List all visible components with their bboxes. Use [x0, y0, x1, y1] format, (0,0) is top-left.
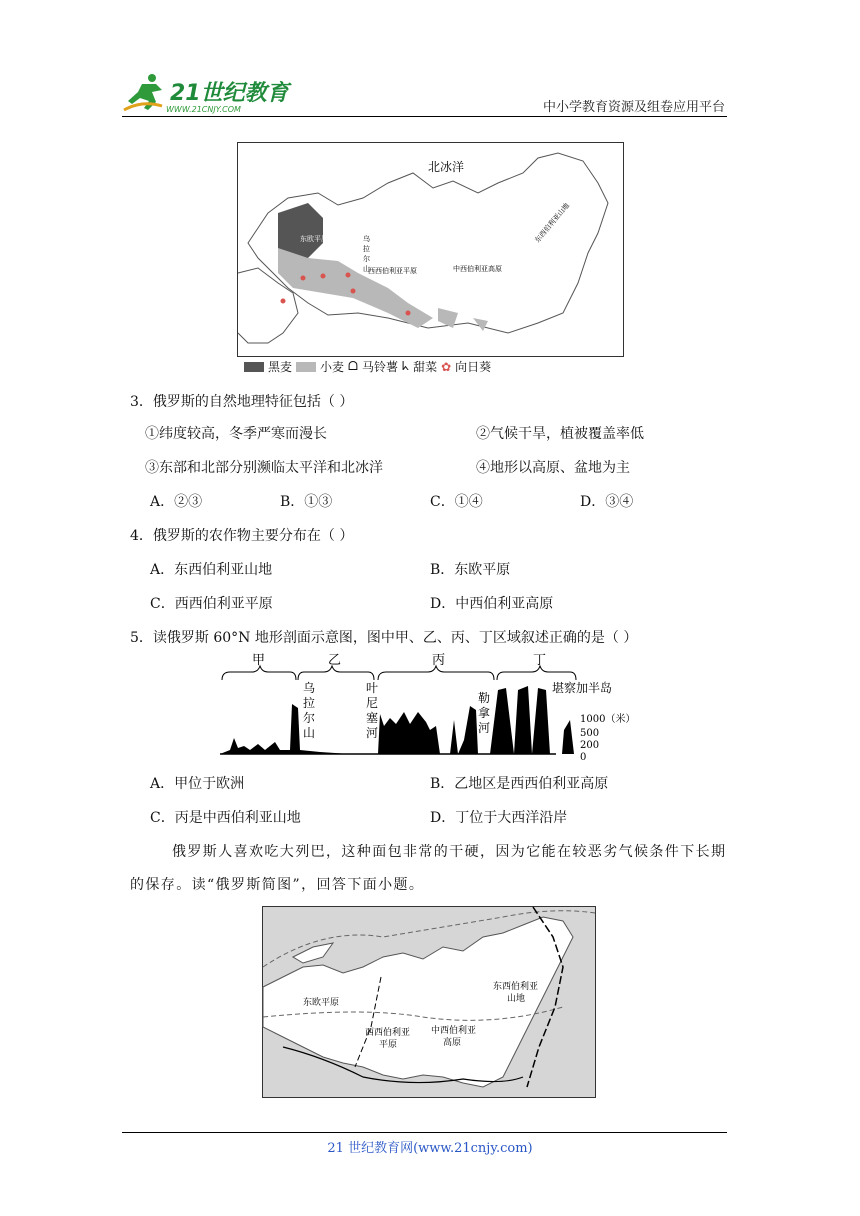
region-braces — [222, 666, 576, 680]
region-ding: 丁 — [533, 653, 547, 668]
q3-item-1: ①纬度较高，冬季严寒而漫长 — [145, 426, 327, 442]
svg-text:西西伯利亚: 西西伯利亚 — [365, 1028, 411, 1038]
svg-text:中西伯利亚: 中西伯利亚 — [431, 1026, 477, 1036]
svg-text:东欧平原: 东欧平原 — [303, 998, 340, 1008]
svg-text:平原: 平原 — [379, 1040, 398, 1050]
q3-item-3: ③东部和北部分别濒临太平洋和北冰洋 — [145, 460, 383, 476]
svg-text:勒: 勒 — [478, 691, 491, 705]
svg-text:叶: 叶 — [366, 681, 379, 695]
label-csp: 中西伯利亚高原 — [453, 265, 502, 273]
q4-option-a[interactable]: A．东西伯利亚山地 — [150, 562, 273, 578]
q4-option-d[interactable]: D．中西伯利亚高原 — [430, 596, 554, 612]
q4-stem: 4．俄罗斯的农作物主要分布在（ ） — [130, 528, 354, 544]
q3-item-4: ④地形以高原、盆地为主 — [476, 460, 630, 476]
sunflower-icon: ✿ — [441, 359, 452, 374]
runner-icon — [124, 74, 162, 110]
beet-icon: ᖾ — [402, 359, 410, 373]
svg-text:高原: 高原 — [443, 1038, 462, 1048]
svg-text:拉: 拉 — [363, 245, 370, 253]
svg-text:尼: 尼 — [366, 696, 379, 710]
q4-option-b[interactable]: B．东欧平原 — [430, 562, 511, 578]
q5-option-b[interactable]: B．乙地区是西西伯利亚高原 — [430, 776, 609, 792]
wheat-swatch — [296, 362, 316, 372]
q3-option-d[interactable]: D．③④ — [580, 494, 634, 510]
svg-text:1000（米）: 1000（米） — [580, 714, 636, 725]
q3-item-2: ②气候干旱，植被覆盖率低 — [476, 426, 644, 442]
region-jia: 甲 — [252, 653, 266, 668]
logo-url: WWW.21CNJY.COM — [166, 105, 241, 114]
svg-text:0: 0 — [580, 752, 587, 763]
svg-text:500: 500 — [580, 728, 600, 739]
q5-option-c[interactable]: C．丙是中西伯利亚山地 — [150, 810, 301, 826]
passage-line-2: 的保存。读“俄罗斯简图”，回答下面小题。 — [130, 877, 425, 893]
label-esm: 东西伯利亚山地 — [533, 201, 572, 245]
platform-title: 中小学教育资源及组卷应用平台 — [542, 100, 725, 115]
q3-option-c[interactable]: C．①④ — [430, 494, 483, 510]
svg-text:山地: 山地 — [507, 994, 526, 1004]
label-arctic: 北冰洋 — [428, 160, 465, 174]
russia-sketch-map — [262, 906, 596, 1098]
svg-text:塞: 塞 — [366, 711, 379, 725]
svg-text:河: 河 — [478, 721, 491, 735]
svg-text:山: 山 — [303, 726, 316, 740]
header-divider — [122, 116, 727, 117]
svg-text:山: 山 — [363, 265, 370, 273]
q3-option-a[interactable]: A．②③ — [150, 494, 203, 510]
potato-icon: ᗝ — [348, 359, 358, 373]
svg-text:200: 200 — [580, 740, 600, 751]
terrain-fill — [220, 686, 556, 754]
q5-stem: 5．读俄罗斯 60°N 地形剖面示意图，图中甲、乙、丙、丁区域叙述正确的是（ ） — [130, 630, 638, 646]
kamchatka-label: 堪察加半岛 — [552, 681, 613, 695]
svg-text:尔: 尔 — [303, 711, 316, 725]
q3-stem: 3．俄罗斯的自然地理特征包括（ ） — [130, 394, 354, 410]
terrain-profile — [220, 650, 636, 765]
rye-swatch — [244, 362, 264, 372]
site-logo[interactable] — [122, 70, 292, 116]
svg-text:拉: 拉 — [303, 696, 316, 710]
region-bing: 丙 — [432, 653, 446, 668]
scale-bar — [562, 720, 574, 754]
map-legend: 黑麦 小麦 ᗝ 马铃薯 ᖾ 甜菜 ✿ 向日葵 — [244, 358, 491, 375]
footer-link[interactable]: 21 世纪教育网(www.21cnjy.com) — [327, 1141, 533, 1156]
q3-option-b[interactable]: B．①③ — [280, 494, 333, 510]
svg-text:乌: 乌 — [363, 235, 370, 243]
label-wsp: 西西伯利亚平原 — [368, 267, 417, 275]
svg-text:尔: 尔 — [363, 255, 370, 263]
logo-text: 21世纪教育 — [170, 81, 289, 106]
q5-option-d[interactable]: D．丁位于大西洋沿岸 — [430, 810, 568, 826]
svg-text:东西伯利亚: 东西伯利亚 — [493, 982, 539, 992]
q4-option-c[interactable]: C．西西伯利亚平原 — [150, 596, 273, 612]
footer-divider — [122, 1132, 727, 1133]
svg-text:河: 河 — [366, 726, 379, 740]
svg-text:乌: 乌 — [303, 681, 316, 695]
russia-crop-map — [237, 142, 624, 357]
label-eep: 东欧平原 — [300, 235, 328, 243]
svg-text:拿: 拿 — [478, 706, 491, 720]
q5-option-a[interactable]: A．甲位于欧洲 — [150, 776, 245, 792]
region-yi: 乙 — [328, 653, 342, 668]
passage-line-1: 俄罗斯人喜欢吃大列巴，这种面包非常的干硬，因为它能在较恶劣气候条件下长期 — [172, 844, 727, 860]
